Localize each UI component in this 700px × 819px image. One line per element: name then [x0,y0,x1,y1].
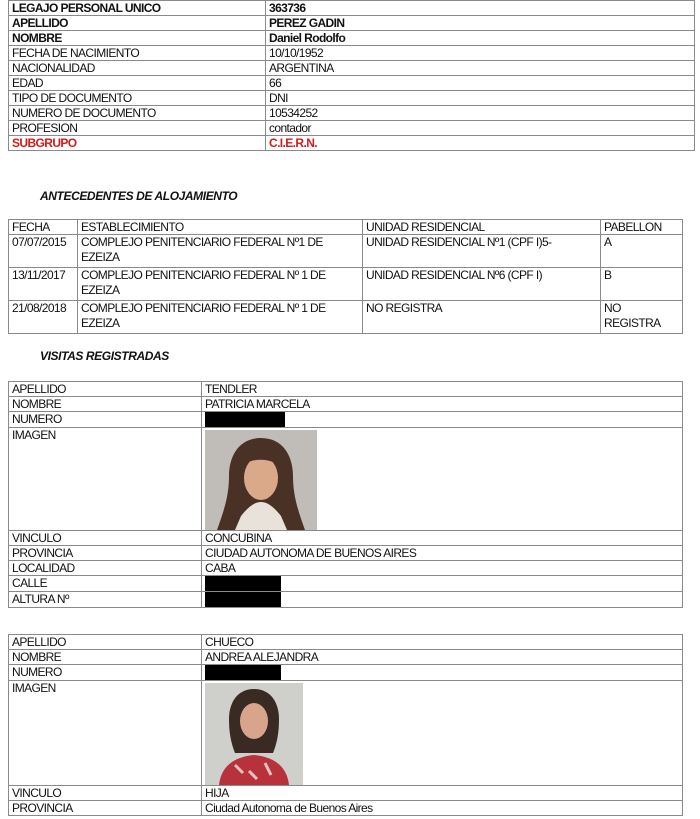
table-row [9,382,683,397]
field-value: TENDLER [202,382,683,397]
table-row [9,412,683,428]
field-label: NOMBRE [9,31,266,46]
field-label: LOCALIDAD [9,561,202,576]
field-label: NOMBRE [9,397,202,412]
field-value: CONCUBINA [202,531,683,546]
field-label: IMAGEN [9,681,202,786]
field-value [202,592,683,608]
table-cell: COMPLEJO PENITENCIARIO FEDERAL Nº1 DE EZEIZA [78,235,363,268]
table-row [9,681,683,786]
table-row [9,428,683,531]
table-row [9,531,683,546]
table-row [9,561,683,576]
field-label: EDAD [9,76,266,91]
field-label: NUMERO [9,412,202,428]
field-value: Ciudad Autonoma de Buenos Aires [202,801,683,816]
field-label: PROVINCIA [9,801,202,816]
field-label: PROFESION [9,121,266,136]
table-cell: COMPLEJO PENITENCIARIO FEDERAL Nº 1 DE EZEIZA [78,301,363,334]
field-label: NOMBRE [9,650,202,665]
alojamiento-table [8,219,683,334]
field-value: CIUDAD AUTONOMA DE BUENOS AIRES [202,546,683,561]
field-label: TIPO DE DOCUMENTO [9,91,266,106]
field-label: FECHA DE NACIMIENTO [9,46,266,61]
column-header: ESTABLECIMIENTO [78,220,363,235]
section-heading-visitas: VISITAS REGISTRADAS [40,349,169,363]
table-cell: A [601,235,683,268]
field-label: SUBGRUPO [9,136,266,151]
section-heading-alojamiento: ANTECEDENTES DE ALOJAMIENTO [40,189,238,203]
table-cell: UNIDAD RESIDENCIAL Nº6 (CPF I) [363,268,601,301]
field-value: 363736 [266,1,695,16]
table-cell: 07/07/2015 [9,235,78,268]
table-row [9,268,683,301]
field-label: IMAGEN [9,428,202,531]
field-value: PATRICIA MARCELA [202,397,683,412]
table-row [9,801,683,816]
table-row [9,235,683,268]
field-value [202,428,683,531]
table-row [9,1,695,16]
field-label: NUMERO [9,665,202,681]
field-value [202,412,683,428]
field-label: NUMERO DE DOCUMENTO [9,106,266,121]
field-value: 10534252 [266,106,695,121]
field-value: ANDREA ALEJANDRA [202,650,683,665]
field-value: 10/10/1952 [266,46,695,61]
field-label: ALTURA Nº [9,592,202,608]
field-value: ARGENTINA [266,61,695,76]
table-cell: B [601,268,683,301]
table-row [9,546,683,561]
column-header: PABELLON [601,220,683,235]
field-label: NACIONALIDAD [9,61,266,76]
table-row [9,301,683,334]
redaction-bar [205,665,281,680]
field-value [202,681,683,786]
field-value [202,665,683,681]
redaction-bar [205,592,281,607]
field-value [202,576,683,592]
table-cell: COMPLEJO PENITENCIARIO FEDERAL Nº 1 DE EZEIZA [78,268,363,301]
field-value: 66 [266,76,695,91]
table-row [9,136,695,151]
table-row [9,635,683,650]
table-row [9,397,683,412]
table-cell: NO REGISTRA [363,301,601,334]
field-value: CABA [202,561,683,576]
field-value: DNI [266,91,695,106]
field-value: CHUECO [202,635,683,650]
redaction-bar [205,412,285,427]
field-label: VINCULO [9,786,202,801]
visitor-photo [205,683,303,785]
field-label: APELLIDO [9,635,202,650]
table-row [9,31,695,46]
field-value: HIJA [202,786,683,801]
table-row [9,91,695,106]
field-label: PROVINCIA [9,546,202,561]
table-row [9,592,683,608]
field-label: CALLE [9,576,202,592]
field-value: Daniel Rodolfo [266,31,695,46]
table-row [9,786,683,801]
table-row [9,16,695,31]
table-row [9,61,695,76]
table-row [9,106,695,121]
table-row [9,46,695,61]
field-value: PEREZ GADIN [266,16,695,31]
table-row [9,576,683,592]
table-row [9,650,683,665]
column-header: UNIDAD RESIDENCIAL [363,220,601,235]
field-label: LEGAJO PERSONAL UNICO [9,1,266,16]
visita-table-1 [8,381,683,608]
table-row [9,121,695,136]
redaction-bar [205,576,281,591]
field-label: APELLIDO [9,382,202,397]
field-label: APELLIDO [9,16,266,31]
field-label: VINCULO [9,531,202,546]
table-cell: NO REGISTRA [601,301,683,334]
table-cell: 13/11/2017 [9,268,78,301]
field-value: C.I.E.R.N. [266,136,695,151]
table-row [9,76,695,91]
table-row [9,665,683,681]
visitor-photo [205,430,317,530]
personal-data-table [8,0,695,151]
column-header: FECHA [9,220,78,235]
table-header-row [9,220,683,235]
table-cell: UNIDAD RESIDENCIAL Nº1 (CPF I)5- [363,235,601,268]
field-value: contador [266,121,695,136]
visita-table-2 [8,634,683,816]
table-cell: 21/08/2018 [9,301,78,334]
